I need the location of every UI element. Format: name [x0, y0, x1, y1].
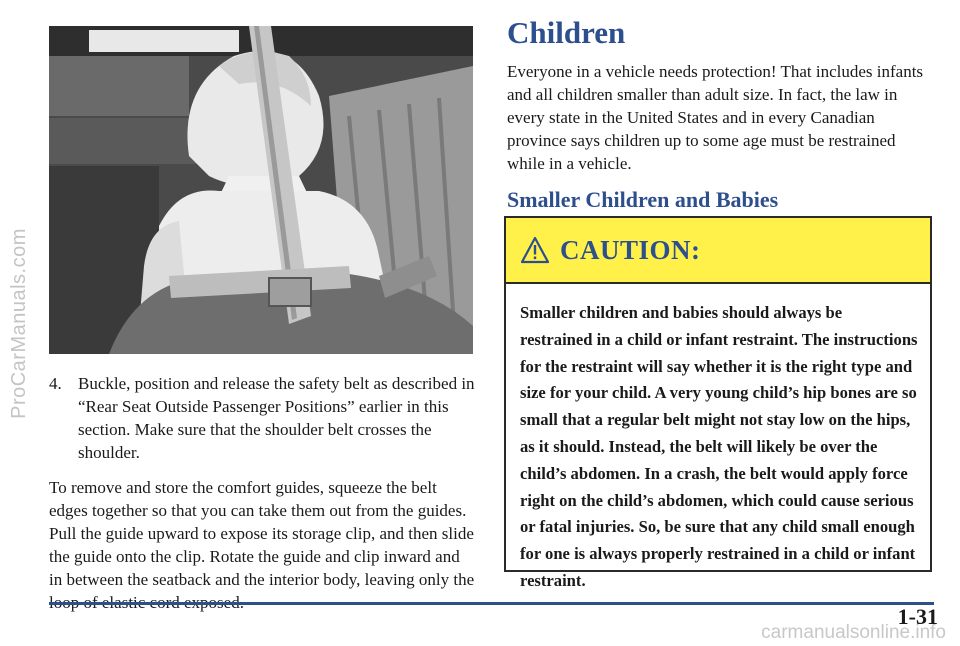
intro-paragraph: Everyone in a vehicle needs protection! That includes infants and all children smaller than adult size. In fact, the law in every state in the United States and in every Canadian province says children up to some age must be restrained while in a vehicle. [507, 62, 924, 173]
step-number: 4. [49, 374, 62, 393]
step-text: Buckle, position and release the safety belt as described in “Rear Seat Outside Passenger Positions” earlier in this section. Make sure that the shoulder belt crosses the shoulder. [78, 374, 475, 462]
section-title: Children [507, 15, 626, 50]
caution-box [504, 216, 932, 590]
page-number: 1-31 [897, 604, 938, 629]
side-watermark-text: ProCarManuals.com [7, 227, 30, 419]
child-in-seatbelt-illustration [49, 26, 473, 354]
caution-label: CAUTION: [560, 234, 701, 265]
right-column [507, 14, 935, 229]
warning-triangle-icon [520, 236, 550, 264]
caution-header [506, 218, 930, 284]
side-watermark [4, 0, 34, 646]
footer-rule [49, 602, 934, 605]
comfort-guide-paragraph: To remove and store the comfort guides, squeeze the belt edges together so that you can take them out from the guides. Pull the guide upward to expose its storage clip, and then slide the guide onto the clip. Rotate the guide and clip inward and in between the seatback and the interior body, leaving only the [49, 478, 475, 589]
left-column [49, 372, 477, 614]
bottom-watermark: carmanualsonline.info [761, 622, 946, 643]
caution-body: Smaller children and babies should always be restrained in a child or infant restraint. The instructions for the restraint will say whether it is the right type and size for your child. A very young child’s hip bones are so small that a regular belt might not stay low on the hips, as it should. Instead, the belt will likely be over the child’s abdomen. In a crash, the belt would apply force right on the child’s abdomen, which could cause serious or fatal injuries. So, be sure that any child small enough for one is always properly restrained in a child or infant restraint. [520, 303, 918, 590]
child-seatbelt-photo [49, 26, 473, 354]
step-4 [49, 372, 477, 464]
sub-title: Smaller Children and Babies [507, 187, 779, 212]
